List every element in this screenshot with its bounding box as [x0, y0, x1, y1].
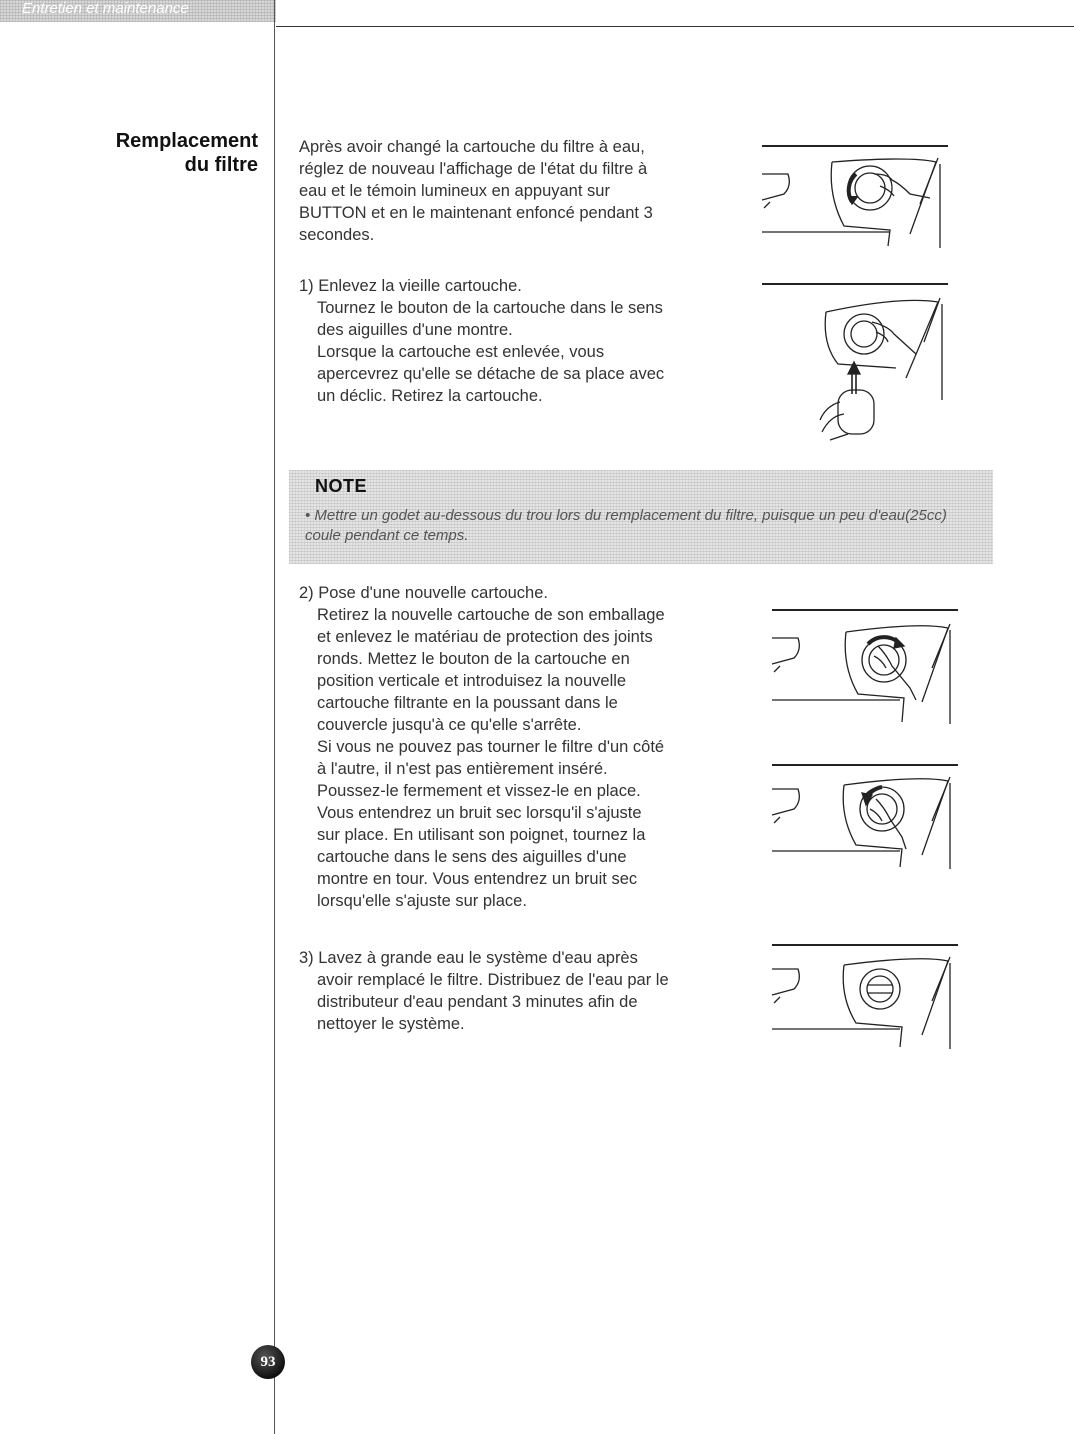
step-title: 2) Pose d'une nouvelle cartouche.	[299, 584, 548, 602]
step-3	[299, 947, 669, 1035]
cartridge-insert-illustration	[770, 608, 960, 728]
section-title	[116, 129, 258, 177]
section-header-tab	[0, 0, 276, 22]
step-title: 3) Lavez à grande eau le système d'eau après	[299, 949, 638, 967]
text-line: cartouche filtrante en la poussant dans le	[317, 694, 618, 712]
text-line: Vous entendrez un bruit sec lorsqu'il s'ajuste	[317, 804, 642, 822]
text-line: eau et le témoin lumineux en appuyant sur	[299, 182, 610, 200]
filter-reset-illustration	[760, 144, 950, 250]
cartridge-removal-illustration	[760, 282, 950, 452]
text-line: couvercle jusqu'à ce qu'elle s'arrête.	[317, 716, 582, 734]
text-line: Poussez-le fermement et vissez-le en place.	[317, 782, 641, 800]
text-line: ronds. Mettez le bouton de la cartouche en	[317, 650, 630, 668]
text-line: avoir remplacé le filtre. Distribuez de l'eau par le	[317, 971, 669, 989]
text-line: Tournez le bouton de la cartouche dans le sens	[317, 299, 663, 317]
step-title: 1) Enlevez la vieille cartouche.	[299, 277, 522, 295]
text-line: distributeur d'eau pendant 3 minutes afin de	[317, 993, 638, 1011]
text-line: Si vous ne pouvez pas tourner le filtre d'un côté	[317, 738, 665, 756]
text-line: position verticale et introduisez la nouvelle	[317, 672, 627, 690]
section-title-line-1: Remplacement	[115, 130, 258, 152]
text-line: cartouche dans le sens des aiguilles d'une	[317, 848, 627, 866]
text-line: apercevrez qu'elle se détache de sa place avec	[317, 365, 665, 383]
note-text: • Mettre un godet au-dessous du trou lors du remplacement du filtre, puisque un peu d'eau(25cc) coule pendant ce temps.	[305, 507, 947, 544]
note-title: NOTE	[315, 476, 368, 496]
intro-paragraph	[299, 136, 653, 246]
section-header-label: Entretien et maintenance	[22, 0, 189, 17]
note-box	[289, 470, 993, 564]
cartridge-lock-illustration	[770, 763, 960, 873]
text-line: un déclic. Retirez la cartouche.	[317, 387, 543, 405]
text-line: BUTTON et en le maintenant enfoncé pendant 3	[299, 204, 653, 222]
text-line: des aiguilles d'une montre.	[317, 321, 513, 339]
header-rule	[276, 26, 1074, 27]
text-line: à l'autre, il n'est pas entièrement inséré.	[317, 760, 608, 778]
text-line: Après avoir changé la cartouche du filtre à eau,	[299, 138, 645, 156]
text-line: Lorsque la cartouche est enlevée, vous	[317, 343, 605, 361]
text-line: nettoyer le système.	[317, 1015, 465, 1033]
page-number-badge: 93	[251, 1345, 285, 1379]
step-2	[299, 582, 665, 912]
text-line: montre en tour. Vous entendrez un bruit sec	[317, 870, 638, 888]
text-line: Retirez la nouvelle cartouche de son emballage	[317, 606, 665, 624]
text-line: lorsqu'elle s'ajuste sur place.	[317, 892, 527, 910]
text-line: réglez de nouveau l'affichage de l'état du filtre à	[299, 160, 648, 178]
left-margin-rule	[274, 0, 275, 1434]
text-line: sur place. En utilisant son poignet, tournez la	[317, 826, 646, 844]
filter-installed-illustration	[770, 943, 960, 1051]
step-1	[299, 275, 664, 407]
text-line: et enlevez le matériau de protection des joints	[317, 628, 653, 646]
text-line: secondes.	[299, 226, 375, 244]
section-title-line-2: du filtre	[184, 154, 258, 176]
